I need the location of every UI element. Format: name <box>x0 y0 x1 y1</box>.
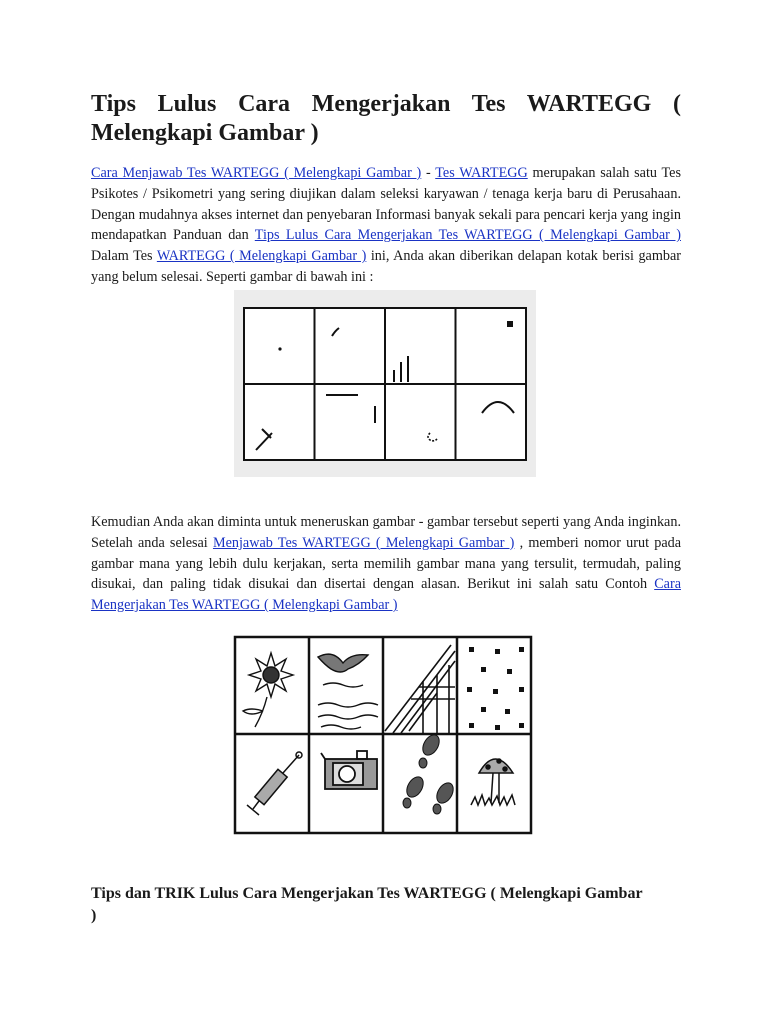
link-cara-mengerjakan[interactable]: Cara Mengerjakan Tes WARTEGG ( Melengkapi Gambar ) <box>91 576 681 614</box>
link-tes-wartegg[interactable]: Tes WARTEGG <box>435 165 528 181</box>
wartegg-blank-figure <box>234 290 536 477</box>
link-menjawab-tes[interactable]: Menjawab Tes WARTEGG ( Melengkapi Gambar ) <box>212 534 515 551</box>
intro-paragraph: Cara Menjawab Tes WARTEGG ( Melengkapi Gambar ) - Tes WARTEGG merupakan salah satu Tes Psikotes / Psikometri yang sering diujikan dalam seleksi karyawan / tenaga kerja baru di Perusahaan. Dengan mudahnya akses internet dan penyebaran Informasi banyak sekali para pencari kerja yang ingin mendapatkan Panduan dan Tips Lulus Cara Mengerjakan Tes WARTEGG ( Melengkapi Gambar ) Dalam Tes WARTEGG ( Melengkapi Gambar ) ini, Anda akan diberikan delapan kotak berisi gambar yang belum selesai. Seperti gambar di bawah ini : <box>91 165 681 285</box>
link-wartegg-melengkapi[interactable]: WARTEGG ( Melengkapi Gambar ) <box>156 248 367 265</box>
page-title: Tips Lulus Cara Mengerjakan Tes WARTEGG ( Melengkapi Gambar ) <box>91 91 681 146</box>
link-tips-lulus[interactable]: Tips Lulus Cara Mengerjakan Tes WARTEGG ( Melengkapi Gambar ) <box>254 227 681 244</box>
section-subheading: Tips dan TRIK Lulus Cara Mengerjakan Tes WARTEGG ( Melengkapi Gambar ) <box>91 885 643 924</box>
wartegg-example-figure <box>233 635 533 835</box>
link-cara-menjawab[interactable]: Cara Menjawab Tes WARTEGG ( Melengkapi Gambar ) <box>91 165 422 181</box>
second-paragraph: Kemudian Anda akan diminta untuk meneruskan gambar - gambar tersebut seperti yang Anda inginkan. Setelah anda selesai Menjawab Tes WARTEGG ( Melengkapi Gambar ) , memberi nomor urut pada gambar mana yang lebih dulu kerjakan, serta memilih gambar mana yang tersulit, termudah, paling disukai, dan paling tidak disukai dan disertai dengan alasan. Berikut ini salah satu Contoh Cara Mengerjakan Tes WARTEGG ( Melengkapi Gambar ) <box>91 514 682 614</box>
